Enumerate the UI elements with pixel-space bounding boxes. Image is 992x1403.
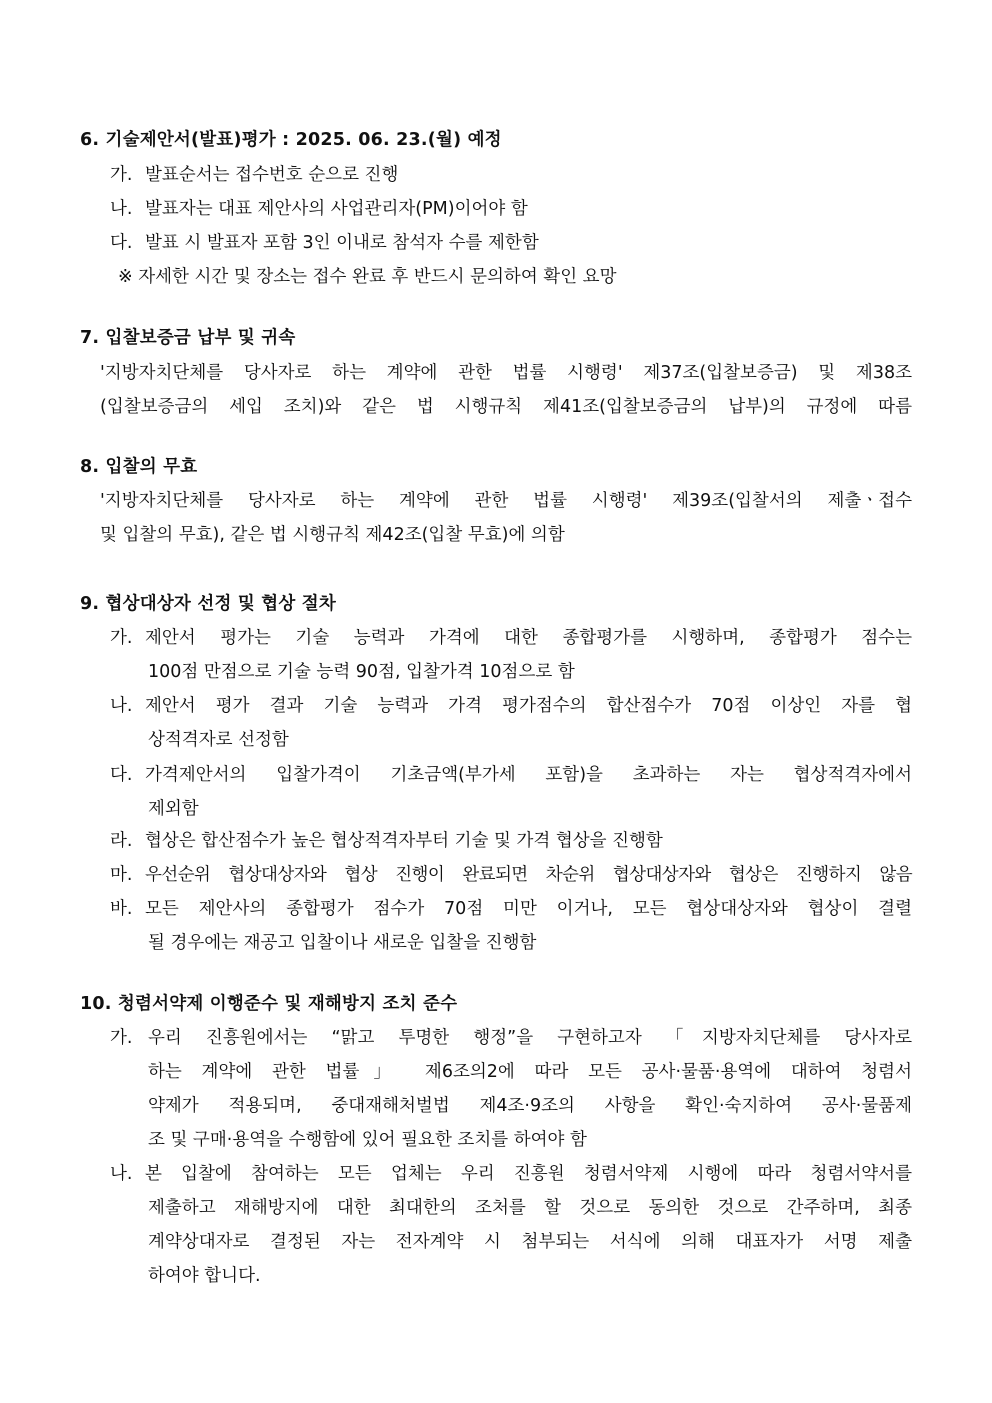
section-10-item-b-marker: 나. xyxy=(110,1164,133,1184)
section-6-note: ※ 자세한 시간 및 장소는 접수 완료 후 반드시 문의하여 확인 요망 xyxy=(118,267,617,287)
section-9-item-e-line-1: 우선순위 협상대상자와 협상 진행이 완료되면 차순위 협상대상자와 협상은 진행하지 않음 xyxy=(145,865,912,885)
section-9-item-c-line-2: 제외함 xyxy=(148,799,199,819)
section-9-item-a-line-2: 100점 만점으로 기술 능력 90점, 입찰가격 10점으로 함 xyxy=(148,662,575,682)
section-6-item-a-marker: 가. xyxy=(110,165,133,185)
section-10-item-b-line-4: 하여야 합니다. xyxy=(148,1266,261,1286)
section-9-item-f-line-1: 모든 제안사의 종합평가 점수가 70점 미만 이거나, 모든 협상대상자와 협상이 결렬 xyxy=(145,899,912,919)
section-10-item-b-line-3: 계약상대자로 결정된 자는 전자계약 시 첨부되는 서식에 의해 대표자가 서명 제출 xyxy=(148,1232,912,1252)
section-9-item-c-line-1: 가격제안서의 입찰가격이 기초금액(부가세 포함)을 초과하는 자는 협상적격자에서 xyxy=(145,765,912,785)
section-7-heading: 7. 입찰보증금 납부 및 귀속 xyxy=(80,328,296,348)
section-9-item-d-marker: 라. xyxy=(110,831,133,851)
section-9-item-b-marker: 나. xyxy=(110,696,133,716)
section-9-item-d-line-1: 협상은 합산점수가 높은 협상적격자부터 기술 및 가격 협상을 진행함 xyxy=(145,831,663,851)
section-10-item-a-line-1: 우리 진흥원에서는 “맑고 투명한 행정”을 구현하고자 「지방자치단체를 당사자로 xyxy=(148,1028,912,1048)
section-9-item-b-line-2: 상적격자로 선정함 xyxy=(148,730,289,750)
section-9-item-a-marker: 가. xyxy=(110,628,133,648)
section-9-heading: 9. 협상대상자 선정 및 협상 절차 xyxy=(80,594,336,614)
section-10-item-b-line-1: 본 입찰에 참여하는 모든 업체는 우리 진흥원 청렴서약제 시행에 따라 청렴서약서를 xyxy=(145,1164,912,1184)
section-9-item-a-line-1: 제안서 평가는 기술 능력과 가격에 대한 종합평가를 시행하며, 종합평가 점수는 xyxy=(145,628,912,648)
section-6-item-b: 발표자는 대표 제안사의 사업관리자(PM)이어야 함 xyxy=(145,199,528,219)
section-9-item-b-line-1: 제안서 평가 결과 기술 능력과 가격 평가점수의 합산점수가 70점 이상인 자를 협 xyxy=(145,696,912,716)
section-7-line-1: '지방자치단체를 당사자로 하는 계약에 관한 법률 시행령' 제37조(입찰보증금) 및 제38조 xyxy=(100,363,912,383)
section-8-line-2: 및 입찰의 무효), 같은 법 시행규칙 제42조(입찰 무효)에 의함 xyxy=(100,525,565,545)
section-6-item-b-marker: 나. xyxy=(110,199,133,219)
section-6-item-c: 발표 시 발표자 포함 3인 이내로 참석자 수를 제한함 xyxy=(145,233,539,253)
section-9-item-e-marker: 마. xyxy=(110,865,133,885)
section-10-item-b-line-2: 제출하고 재해방지에 대한 최대한의 조처를 할 것으로 동의한 것으로 간주하며, 최종 xyxy=(148,1198,912,1218)
section-6-item-a: 발표순서는 접수번호 순으로 진행 xyxy=(145,165,399,185)
section-10-item-a-line-2: 하는 계약에 관한 법률」 제6조의2에 따라 모든 공사·물품·용역에 대하여 청렴서 xyxy=(148,1062,912,1082)
section-6-item-c-marker: 다. xyxy=(110,233,133,253)
section-10-item-a-marker: 가. xyxy=(110,1028,133,1048)
section-9-item-f-line-2: 될 경우에는 재공고 입찰이나 새로운 입찰을 진행함 xyxy=(148,933,537,953)
section-8-heading: 8. 입찰의 무효 xyxy=(80,457,198,477)
section-6-heading: 6. 기술제안서(발표)평가 : 2025. 06. 23.(월) 예정 xyxy=(80,130,502,150)
section-7-line-2: (입찰보증금의 세입 조치)와 같은 법 시행규칙 제41조(입찰보증금의 납부)의 규정에 따름 xyxy=(100,397,912,417)
section-10-item-a-line-3: 약제가 적용되며, 중대재해처벌법 제4조·9조의 사항을 확인·숙지하여 공사·물품제 xyxy=(148,1096,912,1116)
section-10-heading: 10. 청렴서약제 이행준수 및 재해방지 조치 준수 xyxy=(80,994,458,1014)
section-10-item-a-line-4: 조 및 구매·용역을 수행함에 있어 필요한 조치를 하여야 함 xyxy=(148,1130,587,1150)
section-8-line-1: '지방자치단체를 당사자로 하는 계약에 관한 법률 시행령' 제39조(입찰서의 제출ㆍ접수 xyxy=(100,491,912,511)
section-9-item-c-marker: 다. xyxy=(110,765,133,785)
section-9-item-f-marker: 바. xyxy=(110,899,133,919)
